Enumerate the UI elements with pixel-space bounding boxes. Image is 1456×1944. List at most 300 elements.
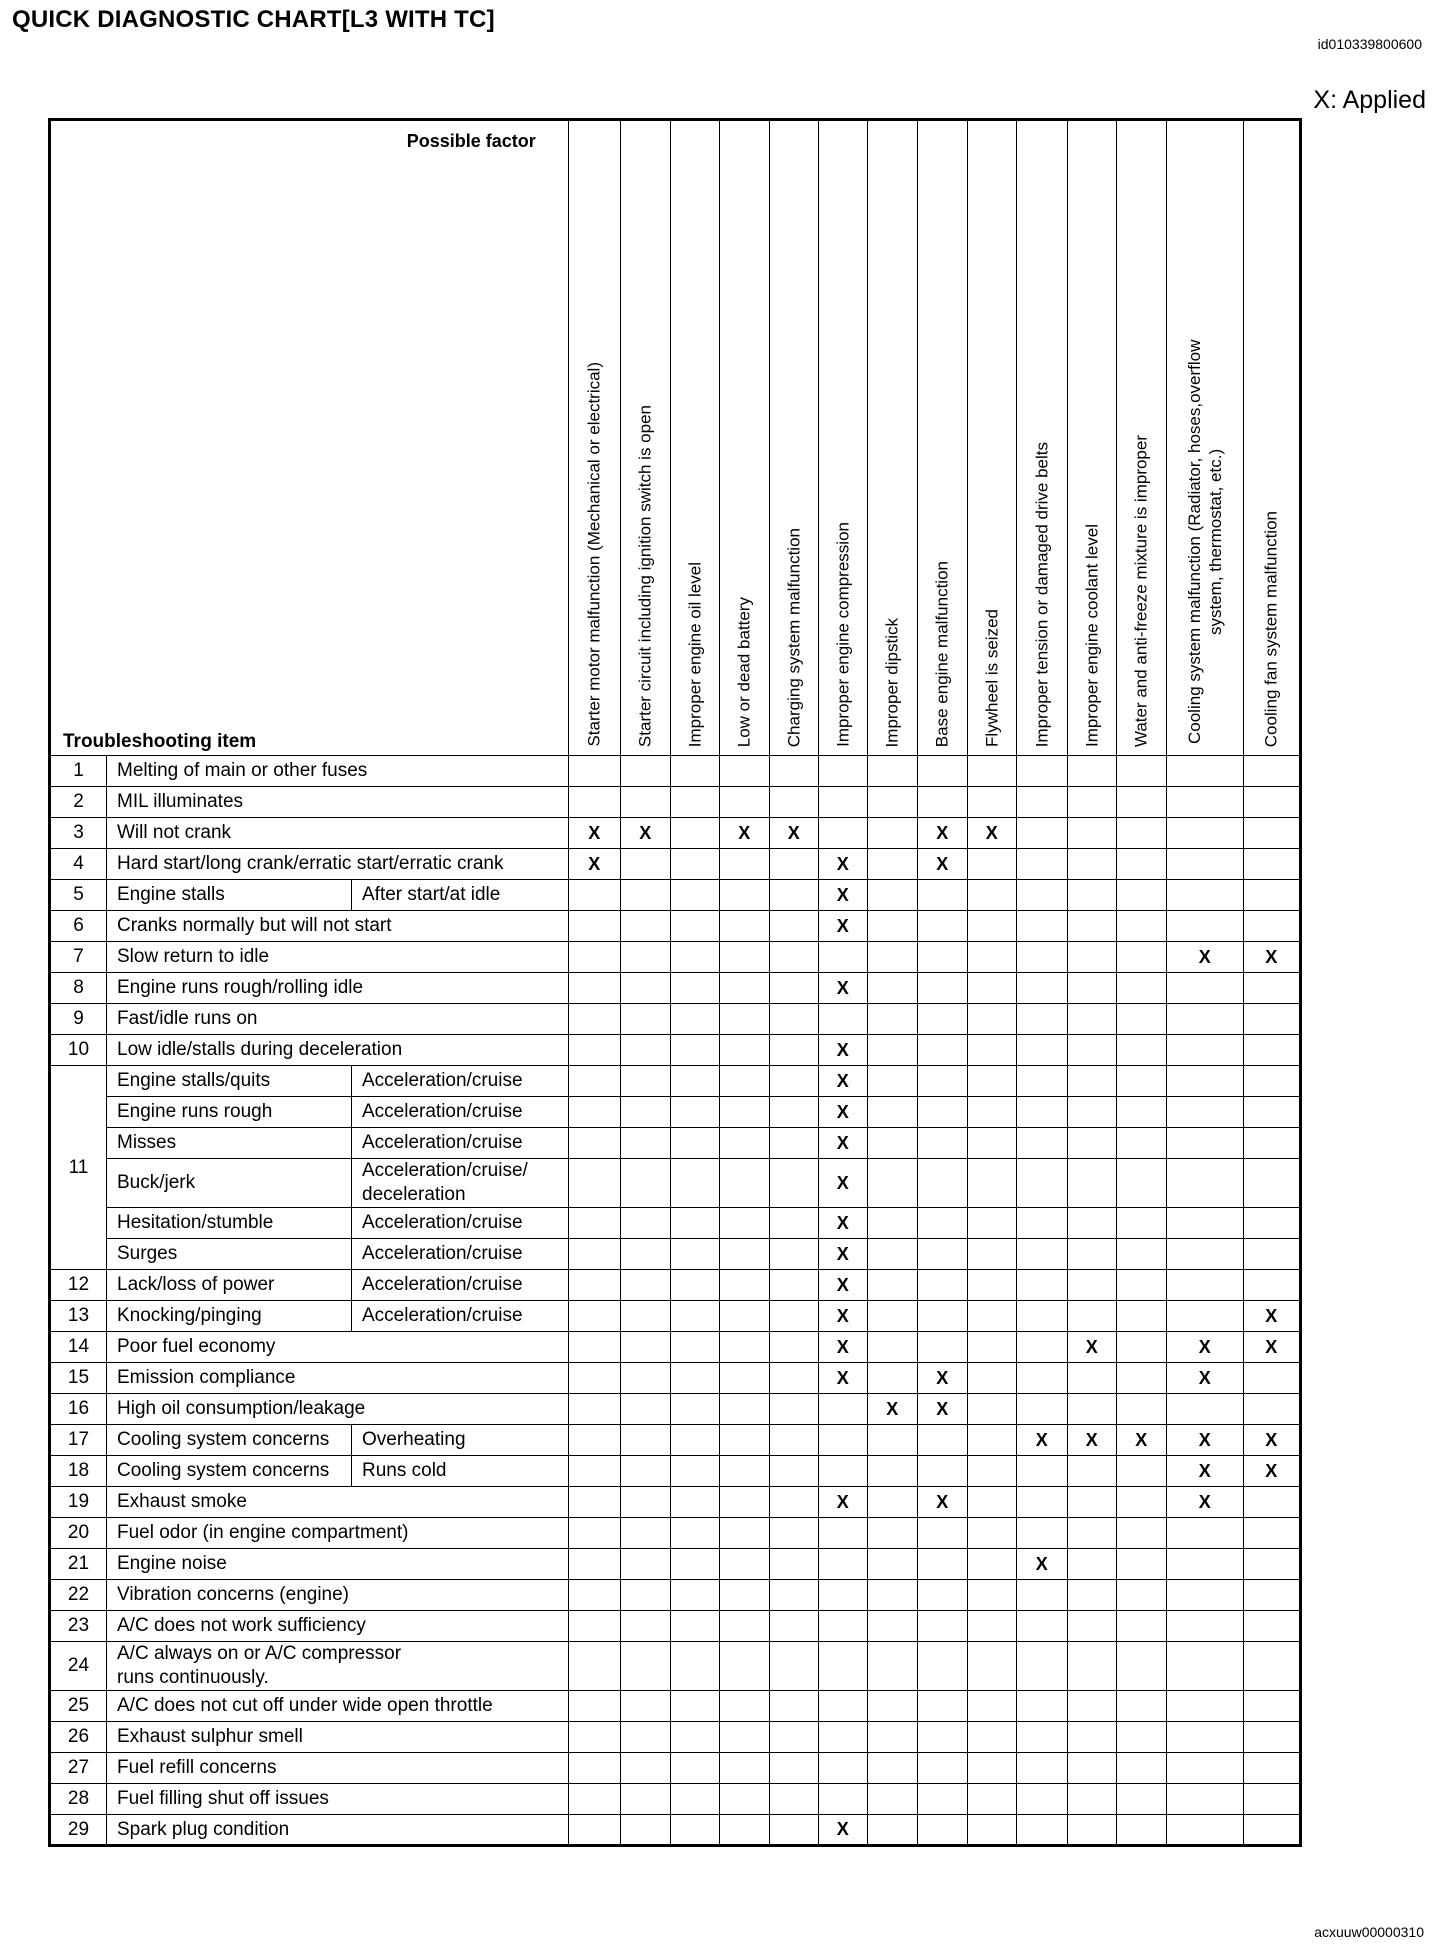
factor-cell [1067,1097,1116,1128]
condition: Acceleration/cruise [352,1066,569,1097]
factor-cell [568,1611,620,1642]
applied-mark: X [836,1243,849,1264]
factor-cell [867,1159,917,1208]
factor-cell [1166,849,1243,880]
factor-cell [719,973,769,1004]
factor-cell [1166,1097,1243,1128]
factor-cell [967,880,1016,911]
factor-cell [620,1487,670,1518]
diagnostic-table [48,118,1302,1847]
factor-cell [568,818,620,849]
factor-cell [1166,818,1243,849]
factor-cell [1116,1394,1166,1425]
factor-cell [568,849,620,880]
factor-cell [719,880,769,911]
applied-mark: X [1085,1429,1098,1450]
applied-mark: X [836,1101,849,1122]
factor-label: Improper engine coolant level [1082,523,1102,747]
factor-cell [719,942,769,973]
factor-cell [1067,1580,1116,1611]
factor-cell [568,1363,620,1394]
applied-mark: X [738,822,751,843]
factor-cell [818,1722,867,1753]
factor-cell [867,1097,917,1128]
factor-cell [1116,1208,1166,1239]
factor-cell [719,1035,769,1066]
factor-cell [1116,1722,1166,1753]
factor-cell [620,1035,670,1066]
factor-cell [917,1159,967,1208]
factor-cell [1166,787,1243,818]
factor-cell [568,1066,620,1097]
factor-cell [967,1425,1016,1456]
table-row [50,1097,1301,1128]
factor-cell [1243,1128,1300,1159]
applied-mark: X [886,1398,899,1419]
factor-cell [620,1270,670,1301]
factor-cell [1016,1301,1067,1332]
condition: Overheating [352,1425,569,1456]
factor-cell [1243,1332,1300,1363]
factor-cell [1016,1097,1067,1128]
factor-cell [1243,1722,1300,1753]
factor-cell [867,1301,917,1332]
factor-cell [568,787,620,818]
factor-cell [1016,880,1067,911]
factor-cell [620,1722,670,1753]
factor-header [917,120,967,756]
factor-cell [1067,1394,1116,1425]
factor-cell [719,756,769,787]
factor-cell [1016,756,1067,787]
table-row [50,1784,1301,1815]
factor-cell [769,1270,818,1301]
troubleshooting-item: Engine noise [107,1549,569,1580]
factor-cell [1067,1784,1116,1815]
factor-cell [917,1456,967,1487]
factor-cell [670,1425,719,1456]
factor-cell [967,942,1016,973]
factor-cell [1016,1549,1067,1580]
factor-cell [1067,880,1116,911]
factor-cell [1116,1753,1166,1784]
troubleshooting-item: High oil consumption/leakage [107,1394,569,1425]
factor-cell [917,1363,967,1394]
row-number: 16 [50,1394,107,1425]
troubleshooting-item: Cooling system concerns [107,1456,352,1487]
applied-mark: X [1198,1491,1211,1512]
factor-cell [867,1580,917,1611]
row-number: 10 [50,1035,107,1066]
factor-cell [670,1035,719,1066]
factor-cell [818,1004,867,1035]
factor-cell [1016,1035,1067,1066]
factor-cell [818,1642,867,1691]
factor-cell [568,1425,620,1456]
factor-cell [1016,1642,1067,1691]
factor-cell [670,1815,719,1846]
factor-cell [568,1239,620,1270]
factor-cell [1116,849,1166,880]
row-number: 5 [50,880,107,911]
factor-cell [719,1301,769,1332]
factor-header [867,120,917,756]
factor-cell [1116,1332,1166,1363]
applied-mark: X [787,822,800,843]
table-row [50,1549,1301,1580]
footer-id: acxuuw00000310 [1314,1924,1424,1940]
factor-cell [769,1611,818,1642]
condition: Acceleration/cruise [352,1270,569,1301]
factor-cell [867,756,917,787]
factor-cell [568,1004,620,1035]
factor-cell [1243,1642,1300,1691]
factor-cell [967,1270,1016,1301]
factor-cell [719,1784,769,1815]
factor-cell [867,1363,917,1394]
factor-cell [719,1425,769,1456]
factor-cell [568,1394,620,1425]
factor-cell [1243,1208,1300,1239]
factor-cell [917,1097,967,1128]
factor-cell [818,1066,867,1097]
troubleshooting-item: Engine runs rough [107,1097,352,1128]
factor-cell [719,1815,769,1846]
factor-cell [1016,818,1067,849]
factor-cell [670,1518,719,1549]
factor-cell [769,1691,818,1722]
factor-cell [670,787,719,818]
factor-cell [967,1332,1016,1363]
factor-cell [818,1239,867,1270]
factor-cell [719,1691,769,1722]
factor-cell [568,1456,620,1487]
factor-label: Improper tension or damaged drive belts [1032,441,1052,747]
factor-cell [769,880,818,911]
condition: Acceleration/cruise/ deceleration [352,1159,569,1208]
factor-cell [967,1239,1016,1270]
factor-cell [568,1097,620,1128]
applied-mark: X [936,853,949,874]
factor-cell [670,973,719,1004]
factor-cell [1166,1239,1243,1270]
factor-cell [867,1642,917,1691]
factor-cell [719,1580,769,1611]
applied-mark: X [588,822,601,843]
factor-cell [867,942,917,973]
troubleshooting-item: Fast/idle runs on [107,1004,569,1035]
applied-mark: X [1198,946,1211,967]
factor-cell [967,1004,1016,1035]
table-row [50,880,1301,911]
applied-mark: X [836,1274,849,1295]
factor-cell [620,1753,670,1784]
table-row [50,1301,1301,1332]
factor-cell [620,1549,670,1580]
factor-cell [670,1097,719,1128]
factor-label: Base engine malfunction [932,560,952,747]
table-row [50,1332,1301,1363]
applied-mark: X [836,1336,849,1357]
factor-cell [917,1487,967,1518]
factor-cell [769,942,818,973]
factor-cell [719,1128,769,1159]
factor-cell [1116,1691,1166,1722]
factor-cell [1166,1611,1243,1642]
factor-cell [1116,1784,1166,1815]
factor-cell [670,1332,719,1363]
factor-cell [1166,1580,1243,1611]
row-number: 25 [50,1691,107,1722]
factor-cell [818,849,867,880]
factor-cell [1016,1128,1067,1159]
factor-cell [1016,1363,1067,1394]
applied-mark: X [1198,1367,1211,1388]
factor-cell [568,1270,620,1301]
factor-cell [1067,1208,1116,1239]
factor-cell [818,1425,867,1456]
troubleshooting-item: Surges [107,1239,352,1270]
factor-cell [769,1004,818,1035]
factor-cell [620,756,670,787]
factor-cell [1016,1004,1067,1035]
applied-mark: X [836,1305,849,1326]
factor-cell [769,1332,818,1363]
factor-cell [867,1128,917,1159]
factor-cell [568,1642,620,1691]
condition: Acceleration/cruise [352,1301,569,1332]
factor-cell [867,1270,917,1301]
factor-cell [769,787,818,818]
factor-cell [1016,1518,1067,1549]
factor-cell [1243,1394,1300,1425]
factor-cell [1067,818,1116,849]
factor-cell [1116,1642,1166,1691]
applied-mark: X [936,1367,949,1388]
troubleshooting-item: Slow return to idle [107,942,569,973]
factor-cell [1166,1004,1243,1035]
factor-header [1067,120,1116,756]
factor-cell [620,1128,670,1159]
factor-header [1166,120,1243,756]
factor-cell [1243,1487,1300,1518]
factor-cell [1166,942,1243,973]
factor-cell [769,1363,818,1394]
factor-cell [867,1722,917,1753]
factor-cell [967,1580,1016,1611]
factor-cell [1116,1580,1166,1611]
factor-cell [818,1580,867,1611]
factor-cell [670,942,719,973]
applied-mark: X [936,822,949,843]
factor-cell [867,911,917,942]
factor-cell [620,1394,670,1425]
row-number: 4 [50,849,107,880]
table-row [50,1487,1301,1518]
troubleshooting-item: Engine runs rough/rolling idle [107,973,569,1004]
factor-cell [1243,1159,1300,1208]
applied-mark: X [836,1172,849,1193]
factor-cell [620,1642,670,1691]
table-row [50,1363,1301,1394]
factor-cell [967,1208,1016,1239]
troubleshooting-item: Fuel filling shut off issues [107,1784,569,1815]
factor-cell [769,1456,818,1487]
factor-cell [1116,1301,1166,1332]
row-number: 18 [50,1456,107,1487]
row-number: 17 [50,1425,107,1456]
factor-cell [867,1425,917,1456]
factor-cell [1243,1753,1300,1784]
factor-cell [1016,849,1067,880]
table-row [50,1004,1301,1035]
factor-cell [568,1753,620,1784]
factor-cell [670,1159,719,1208]
applied-mark: X [639,822,652,843]
factor-cell [719,1270,769,1301]
factor-cell [1243,1518,1300,1549]
factor-cell [1243,1425,1300,1456]
applied-mark: X [1035,1429,1048,1450]
condition: Acceleration/cruise [352,1239,569,1270]
factor-cell [1166,1066,1243,1097]
possible-factor-label: Possible factor [406,131,536,151]
factor-cell [769,1301,818,1332]
factor-cell [1016,1487,1067,1518]
table-row [50,1518,1301,1549]
factor-cell [568,1580,620,1611]
factor-cell [1116,1363,1166,1394]
factor-header [818,120,867,756]
row-number: 28 [50,1784,107,1815]
applied-mark: X [1265,1460,1278,1481]
troubleshooting-item: Hard start/long crank/erratic start/erratic crank [107,849,569,880]
factor-cell [568,1815,620,1846]
table-row [50,1642,1301,1691]
applied-mark: X [588,853,601,874]
factor-cell [867,1208,917,1239]
condition: After start/at idle [352,880,569,911]
factor-header [719,120,769,756]
factor-cell [917,1128,967,1159]
factor-cell [769,911,818,942]
factor-cell [1016,1784,1067,1815]
factor-cell [670,1753,719,1784]
factor-cell [1243,973,1300,1004]
factor-cell [967,1159,1016,1208]
table-row [50,1159,1301,1208]
factor-cell [769,1128,818,1159]
factor-cell [568,973,620,1004]
factor-cell [967,1518,1016,1549]
factor-cell [719,1549,769,1580]
factor-cell [967,1097,1016,1128]
factor-cell [818,1815,867,1846]
factor-cell [719,1456,769,1487]
factor-cell [818,1753,867,1784]
factor-cell [867,1456,917,1487]
row-number: 19 [50,1487,107,1518]
factor-cell [818,1487,867,1518]
factor-cell [670,1784,719,1815]
factor-cell [568,1784,620,1815]
troubleshooting-item: Vibration concerns (engine) [107,1580,569,1611]
factor-cell [818,1363,867,1394]
row-number: 2 [50,787,107,818]
factor-cell [620,1239,670,1270]
factor-cell [1067,1815,1116,1846]
factor-cell [818,1035,867,1066]
factor-cell [670,1301,719,1332]
document-id: id010339800600 [1317,36,1422,52]
troubleshooting-item: Hesitation/stumble [107,1208,352,1239]
troubleshooting-item-label: Troubleshooting item [63,731,257,752]
factor-cell [769,1425,818,1456]
row-number: 8 [50,973,107,1004]
factor-cell [867,973,917,1004]
factor-cell [769,1239,818,1270]
applied-mark: X [936,1491,949,1512]
factor-cell [867,1332,917,1363]
applied-mark: X [1198,1460,1211,1481]
factor-cell [1067,973,1116,1004]
factor-cell [568,1208,620,1239]
factor-cell [917,818,967,849]
factor-cell [620,973,670,1004]
troubleshooting-item: A/C does not cut off under wide open throttle [107,1691,569,1722]
factor-cell [967,911,1016,942]
factor-cell [1016,1691,1067,1722]
factor-cell [867,1066,917,1097]
factor-cell [967,1815,1016,1846]
factor-label: Starter circuit including ignition switch is open [635,404,655,747]
factor-cell [967,973,1016,1004]
factor-cell [867,1518,917,1549]
condition: Acceleration/cruise [352,1208,569,1239]
factor-cell [1067,756,1116,787]
factor-cell [1166,1642,1243,1691]
factor-header [1243,120,1300,756]
factor-cell [1116,942,1166,973]
factor-cell [917,1425,967,1456]
table-row [50,1580,1301,1611]
factor-cell [1166,1456,1243,1487]
factor-cell [769,1394,818,1425]
factor-cell [1166,1784,1243,1815]
factor-cell [1016,1611,1067,1642]
troubleshooting-item: Misses [107,1128,352,1159]
table-row [50,1270,1301,1301]
factor-cell [1116,818,1166,849]
table-row [50,1239,1301,1270]
factor-cell [1016,911,1067,942]
factor-cell [917,849,967,880]
row-number: 29 [50,1815,107,1846]
factor-cell [1067,1035,1116,1066]
factor-cell [1016,973,1067,1004]
factor-cell [917,1611,967,1642]
factor-cell [1243,880,1300,911]
applied-mark: X [836,1132,849,1153]
applied-mark: X [836,1212,849,1233]
page-title: QUICK DIAGNOSTIC CHART[L3 WITH TC] [12,6,495,33]
factor-label: Starter motor malfunction (Mechanical or electrical) [584,362,604,747]
troubleshooting-item: Poor fuel economy [107,1332,569,1363]
factor-cell [818,756,867,787]
factor-cell [1243,1580,1300,1611]
factor-cell [1243,1815,1300,1846]
factor-cell [1166,1394,1243,1425]
